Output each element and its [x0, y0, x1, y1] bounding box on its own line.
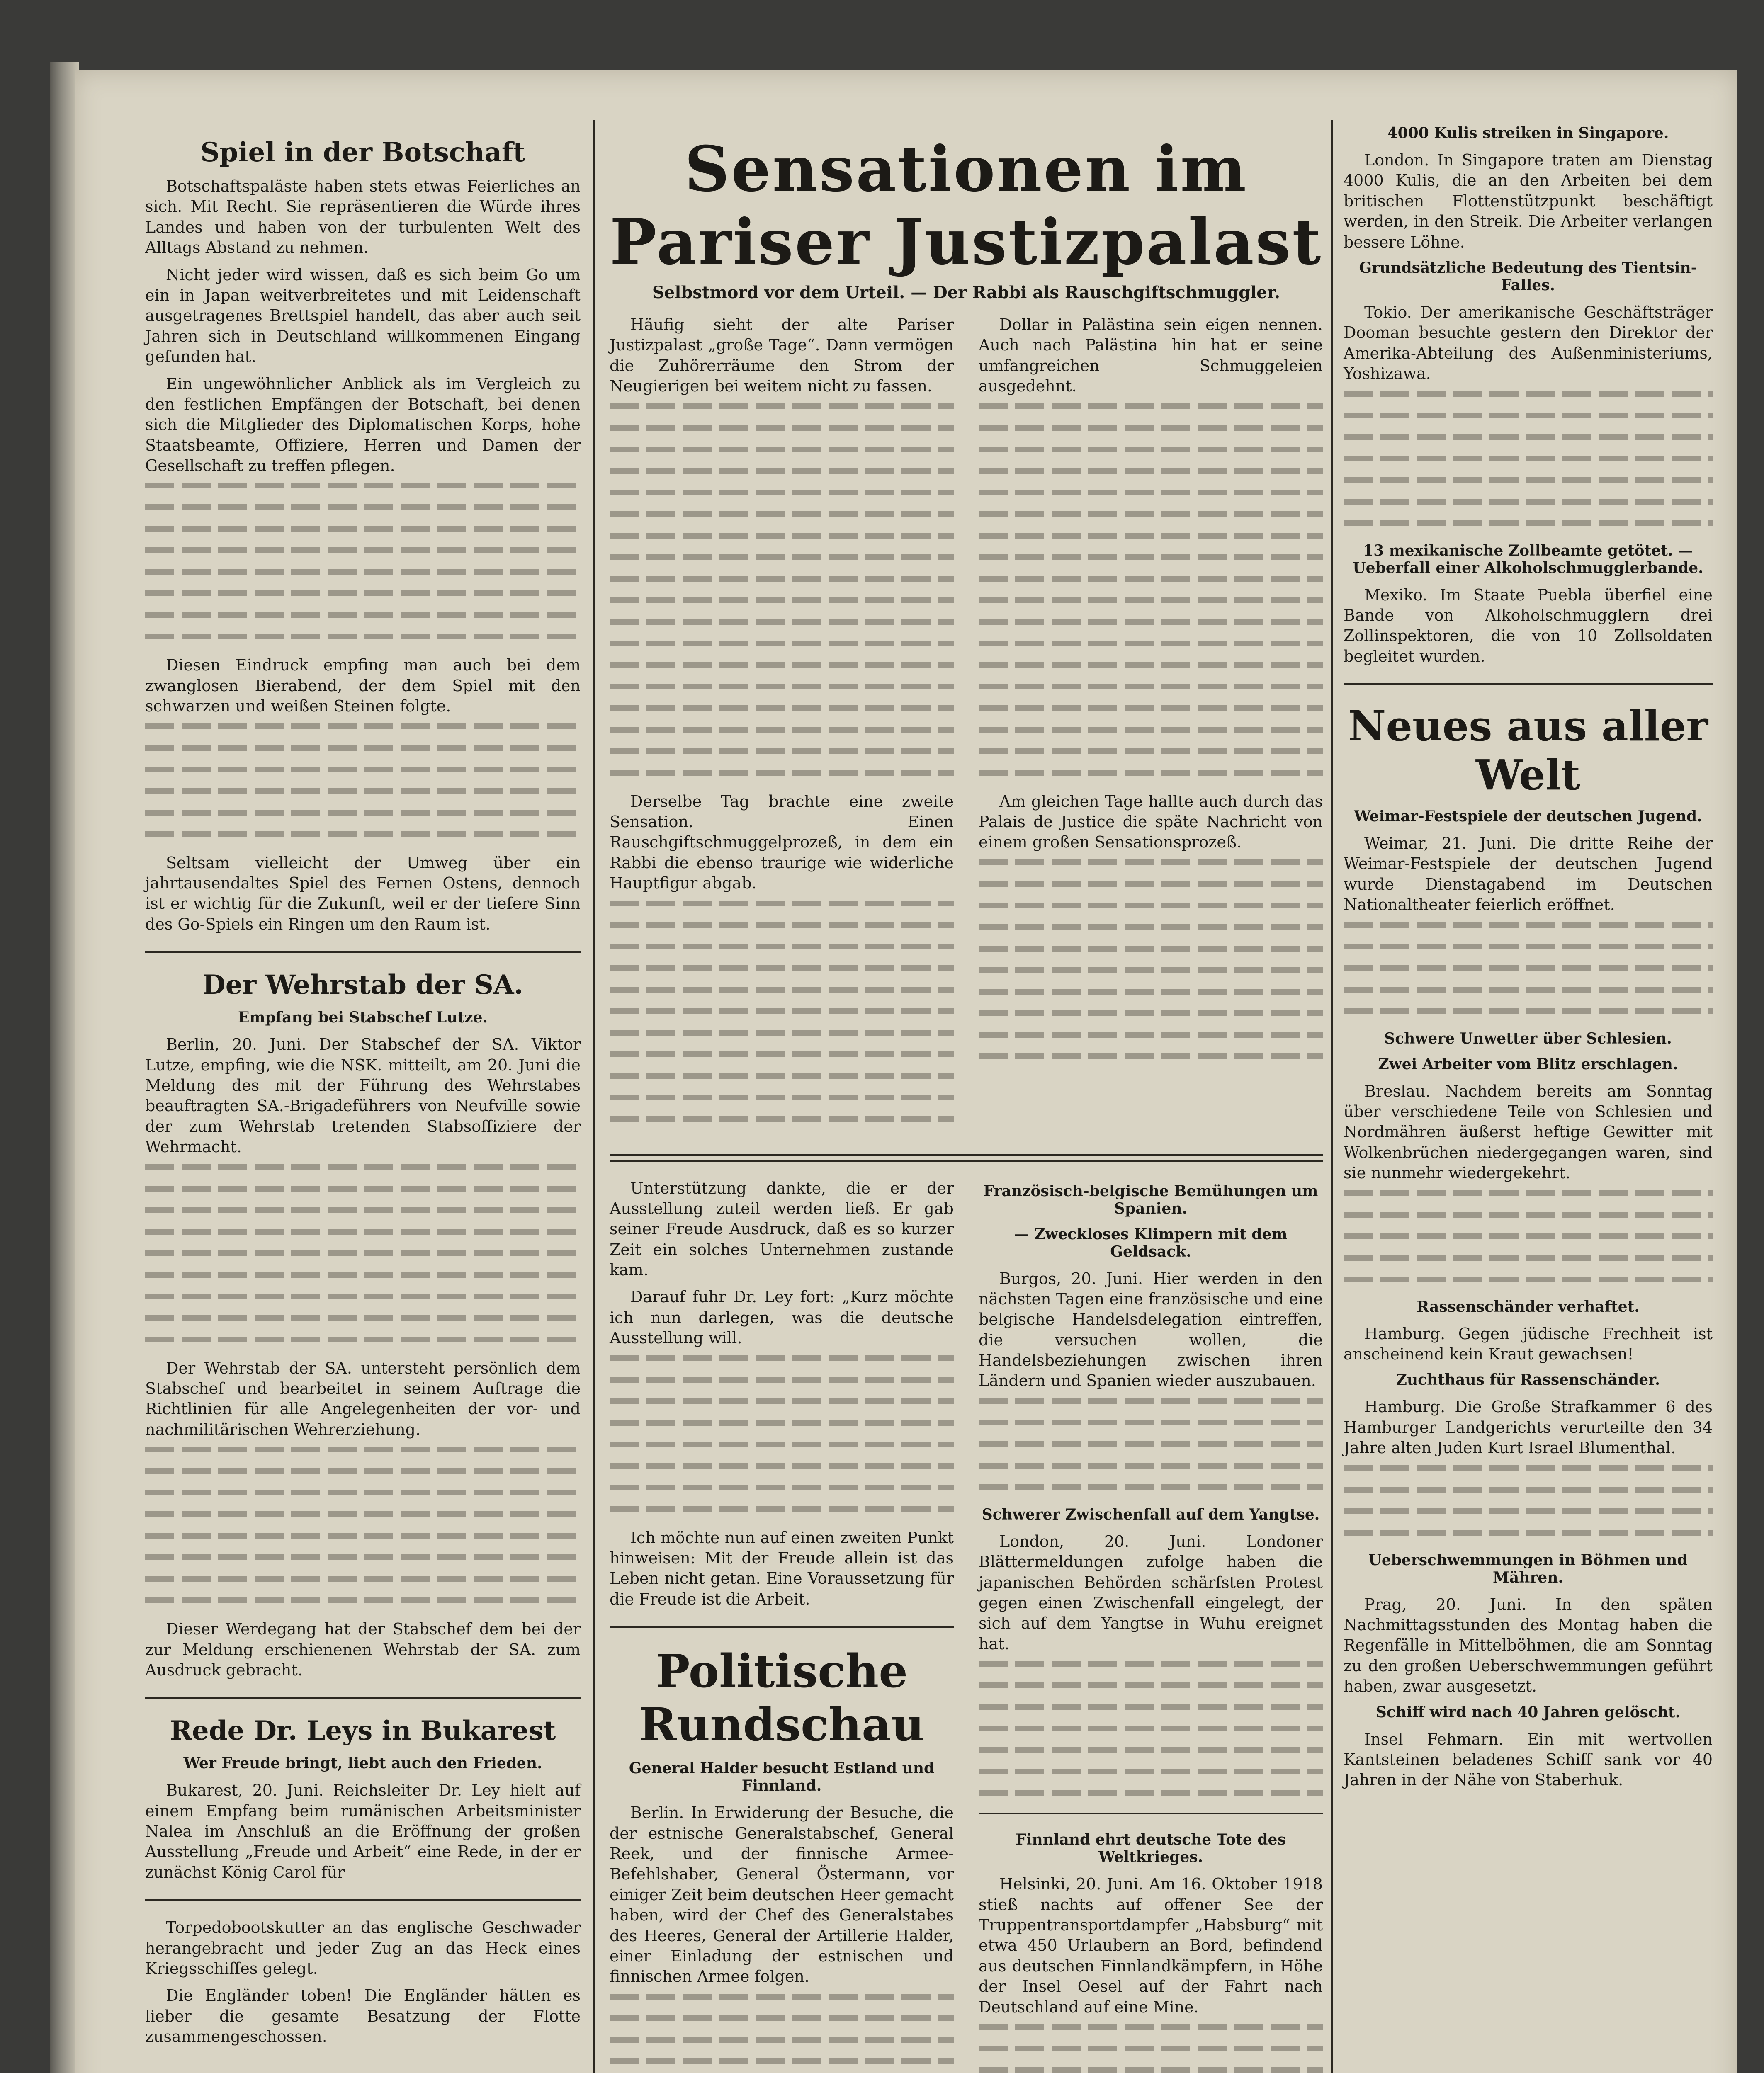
subheadline: 4000 Kulis streiken in Singapore. — [1387, 124, 1669, 142]
subheadline: — Zweckloses Klimpern mit dem Geldsack. — [1014, 1225, 1288, 1260]
article-text: Seltsam vielleicht der Umweg über ein jahrtausendaltes Spiel des Fernen Ostens, dennoch ist er wichtig für die Zukunft, weil er der tiefere Sinn des Go-Spiels ein Ringen um den Raum ist. — [145, 853, 581, 933]
subheadline: Empfang bei Stabschef Lutze. — [238, 1009, 488, 1027]
divider — [610, 1626, 954, 1628]
headline-neues: Neues aus aller Welt — [1348, 702, 1708, 800]
text-lines — [979, 1398, 1323, 1490]
article-text: Häufig sieht der alte Pariser Justizpalast „große Tage“. Dann vermögen die Zuhörerräume den Strom der Neugierigen bei weitem nicht zu fassen. — [610, 316, 954, 396]
article-text: Torpedobootskutter an das englische Geschwader herangebracht und jeder Zug an das Heck eines Kriegsschiffes gelegt. — [145, 1918, 581, 1978]
subheadline: Schwere Unwetter über Schlesien. — [1384, 1029, 1672, 1047]
column-left — [145, 120, 581, 2054]
article-text: Prag, 20. Juni. In den späten Nachmittagsstunden des Montag haben die Regenfälle in Mittelböhmen, die am Sonntag zu den großen Ueberschwemmungen geführt haben, zwar ausgesetzt. — [1344, 1595, 1713, 1696]
text-lines — [610, 901, 954, 1122]
newspaper-page — [75, 70, 1737, 2073]
column-center — [610, 120, 1323, 2073]
text-lines — [610, 1994, 954, 2073]
subheadline: 13 mexikanische Zollbeamte getötet. — Ueberfall einer Alkoholschmugglerbande. — [1353, 541, 1703, 577]
subheadline: Finnland ehrt deutsche Tote des Weltkrieges. — [1016, 1831, 1286, 1866]
article-text: London, 20. Juni. Londoner Blättermeldungen zufolge haben die japanischen Behörden schärfsten Protest gegen einen Zwischenfall eingelegt, der sich auf dem Yangtse in Wuhu ereignet hat. — [979, 1532, 1323, 1653]
article-text: Insel Fehmarn. Ein mit wertvollen Kantsteinen beladenes Schiff sank vor 40 Jahren in der Nähe von Staberhuk. — [1344, 1730, 1713, 1789]
article-text: Hamburg. Die Große Strafkammer 6 des Hamburger Landgerichts verurteilte den 34 Jahre alten Juden Kurt Israel Blumenthal. — [1344, 1398, 1713, 1457]
article-text: Darauf fuhr Dr. Ley fort: „Kurz möchte ich nun darlegen, was die deutsche Ausstellung will. — [610, 1288, 954, 1347]
text-lines — [1344, 1465, 1713, 1536]
text-lines — [610, 1355, 954, 1512]
article-text: Diesen Eindruck empfing man auch bei dem zwanglosen Bierabend, der dem Spiel mit den schwarzen und weißen Steinen folgte. — [145, 656, 581, 716]
subheadline: Schwerer Zwischenfall auf dem Yangtse. — [982, 1505, 1320, 1523]
headline-ley: Rede Dr. Leys in Bukarest — [170, 1715, 556, 1747]
text-lines — [145, 1447, 581, 1603]
article-text: Burgos, 20. Juni. Hier werden in den nächsten Tagen eine französische und eine belgische Handelsdelegation eintreffen, die versuchen wollen, die Handelsbeziehungen zwischen ihren Ländern und Spanien wieder auszubauen. — [979, 1269, 1323, 1390]
text-lines — [145, 483, 581, 639]
article-text: Breslau. Nachdem bereits am Sonntag über verschiedene Teile von Schlesien und Nordmähren äußerst heftige Gewitter mit Wolkenbrüchen niedergegangen waren, sind sie nunmehr wiedergekehrt. — [1344, 1082, 1713, 1182]
subheadline-main: Selbstmord vor dem Urteil. — Der Rabbi als Rauschgiftschmuggler. — [652, 283, 1280, 302]
article-text: Bukarest, 20. Juni. Reichsleiter Dr. Ley hielt auf einem Empfang beim rumänischen Arbeitsminister Nalea im Anschluß an die Eröffnung der großen Ausstellung „Freude und Arbeit“ eine Rede, in der er zunächst König Carol für — [145, 1781, 581, 1881]
subheadline: Wer Freude bringt, liebt auch den Frieden. — [183, 1755, 542, 1772]
text-lines — [145, 723, 581, 837]
lower-center-columns — [610, 1178, 1323, 2073]
subheadline: Französisch-belgische Bemühungen um Spanien. — [983, 1182, 1318, 1217]
divider — [145, 1899, 581, 1901]
headline-spiel: Spiel in der Botschaft — [200, 137, 525, 168]
article-text: Tokio. Der amerikanische Geschäftsträger Dooman besuchte gestern den Direktor der Amerika-Abteilung des Außenministeriums, Yoshizawa. — [1344, 303, 1713, 383]
article-text: Nicht jeder wird wissen, daß es sich beim Go um ein in Japan weitverbreitetes und mit Leidenschaft ausgetragenes Brettspiel handelt, das aber auch seit Jahren sich in Deutschland willkommenen Eingang gefunden hat. — [145, 265, 581, 366]
article-text: Am gleichen Tage hallte auch durch das Palais de Justice die späte Nachricht von einem großen Sensationsprozeß. — [979, 792, 1323, 852]
column-rule — [1331, 120, 1333, 2073]
divider — [145, 951, 581, 953]
headline-politik: Politische Rundschau — [639, 1644, 925, 1752]
article-text: Helsinki, 20. Juni. Am 16. Oktober 1918 stieß nachts auf offener See der Truppentransportdampfer „Habsburg“ mit etwa 450 Urlaubern an Bord, befindend aus deutschen Finnlandkämpfern, in Höhe der Insel Oesel auf der Fahrt nach Deutschland auf eine Mine. — [979, 1875, 1323, 2016]
subheadline: Weimar-Festspiele der deutschen Jugend. — [1354, 808, 1702, 825]
subheadline: Zwei Arbeiter vom Blitz erschlagen. — [1378, 1055, 1678, 1073]
article-text: Der Wehrstab der SA. untersteht persönlich dem Stabschef und bearbeitet in seinem Auftrage die Richtlinien für alle Angelegenheiten der vor- und nachmilitärischen Wehrerziehung. — [145, 1359, 581, 1439]
divider — [145, 1697, 581, 1699]
article-text: Berlin, 20. Juni. Der Stabschef der SA. Viktor Lutze, empfing, wie die NSK. mitteilt, am 20. Juni die Meldung des mit der Führung des Wehrstabes beauftragten SA.-Brigadeführers von Neufville sowie der zum Wehrstab tretenden Stabsoffiziere der Wehrmacht. — [145, 1035, 581, 1156]
text-lines — [979, 859, 1323, 1059]
subheadline: Schiff wird nach 40 Jahren gelöscht. — [1375, 1703, 1681, 1721]
article-text: Die Engländer toben! Die Engländer hätten es lieber die gesamte Besatzung der Flotte zusammengeschossen. — [145, 1986, 581, 2046]
subheadline: Ueberschwemmungen in Böhmen und Mähren. — [1368, 1551, 1688, 1586]
text-lines — [979, 403, 1323, 776]
main-article-columns — [610, 315, 1323, 1138]
article-text: Unterstützung dankte, die er der Ausstellung zuteil werden ließ. Er gab seiner Freude Ausdruck, daß es so kurzer Zeit ein solches Unternehmen zustande kam. — [610, 1179, 954, 1279]
column-right — [1344, 120, 1713, 1797]
text-lines — [145, 1164, 581, 1342]
article-text: Ich möchte nun auf einen zweiten Punkt hinweisen: Mit der Freude allein ist das Leben nicht getan. Eine Voraussetzung für die Freude ist die Arbeit. — [610, 1528, 954, 1608]
column-rule — [593, 120, 595, 2073]
text-lines — [979, 1661, 1323, 1796]
article-text: Ein ungewöhnlicher Anblick als im Vergleich zu den festlichen Empfängen der Botschaft, bei denen sich die Mitglieder des Diplomatischen Korps, hohe Staatsbeamte, Offiziere, Herren und Damen der Gesellschaft zu treffen pflegen. — [145, 374, 581, 475]
subheadline: Rassenschänder verhaftet. — [1417, 1298, 1640, 1316]
article-text: Berlin. In Erwiderung der Besuche, die der estnische Generalstabschef, General Reek, und der finnische Armee-Befehlshaber, General Östermann, vor einiger Zeit beim deutschen Heer gemacht haben, wird der Chef des Generalstabes des Heeres, General der Artillerie Halder, einer Einladung der estnischen und finnischen Armee folgen. — [610, 1804, 954, 1986]
article-text: Botschaftspaläste haben stets etwas Feierliches an sich. Mit Recht. Sie repräsentieren die Würde ihres Landes und haben von der turbulenten Welt des Alltags Abstand zu nehmen. — [145, 177, 581, 257]
subheadline: General Halder besucht Estland und Finnland. — [629, 1760, 935, 1795]
article-text: Dieser Werdegang hat der Stabschef dem bei der zur Meldung erschienenen Wehrstab der SA. zum Ausdruck gebracht. — [145, 1620, 581, 1679]
subheadline: Zuchthaus für Rassenschänder. — [1396, 1371, 1660, 1389]
text-lines — [1344, 1190, 1713, 1282]
article-text: London. In Singapore traten am Dienstag 4000 Kulis, die an den Arbeiten bei dem britischen Flottenstützpunkt beschäftigt werden, in den Streik. Die Arbeiter verlangen bessere Löhne. — [1344, 151, 1713, 251]
article-text: Hamburg. Gegen jüdische Frechheit ist anscheinend kein Kraut gewachsen! — [1344, 1324, 1713, 1363]
article-text: Derselbe Tag brachte eine zweite Sensation. Einen Rauschgiftschmuggelprozeß, in dem ein Rabbi die ebenso traurige wie widerliche Hauptfigur abgab. — [610, 792, 954, 893]
text-lines — [610, 403, 954, 776]
article-text: Mexiko. Im Staate Puebla überfiel eine Bande von Alkoholschmugglern drei Zollinspektoren, die von 10 Zollsoldaten begleitet wurden. — [1344, 585, 1713, 665]
headline-wehrstab: Der Wehrstab der SA. — [202, 969, 523, 1001]
headline-main: Sensationen im Pariser Justizpalast — [610, 133, 1323, 279]
divider — [1344, 683, 1713, 685]
text-lines — [979, 2024, 1323, 2073]
subheadline: Grundsätzliche Bedeutung des Tientsin-Falles. — [1359, 259, 1697, 294]
article-text: Dollar in Palästina sein eigen nennen. Auch nach Palästina hin hat er seine umfangreichen Schmuggeleien ausgedehnt. — [979, 316, 1323, 396]
divider — [979, 1813, 1323, 1814]
text-lines — [1344, 391, 1713, 526]
text-lines — [1344, 922, 1713, 1014]
divider — [610, 1154, 1323, 1162]
article-text: Weimar, 21. Juni. Die dritte Reihe der Weimar-Festspiele der deutschen Jugend wurde Dienstagabend im Deutschen Nationaltheater feierlich eröffnet. — [1344, 834, 1713, 914]
